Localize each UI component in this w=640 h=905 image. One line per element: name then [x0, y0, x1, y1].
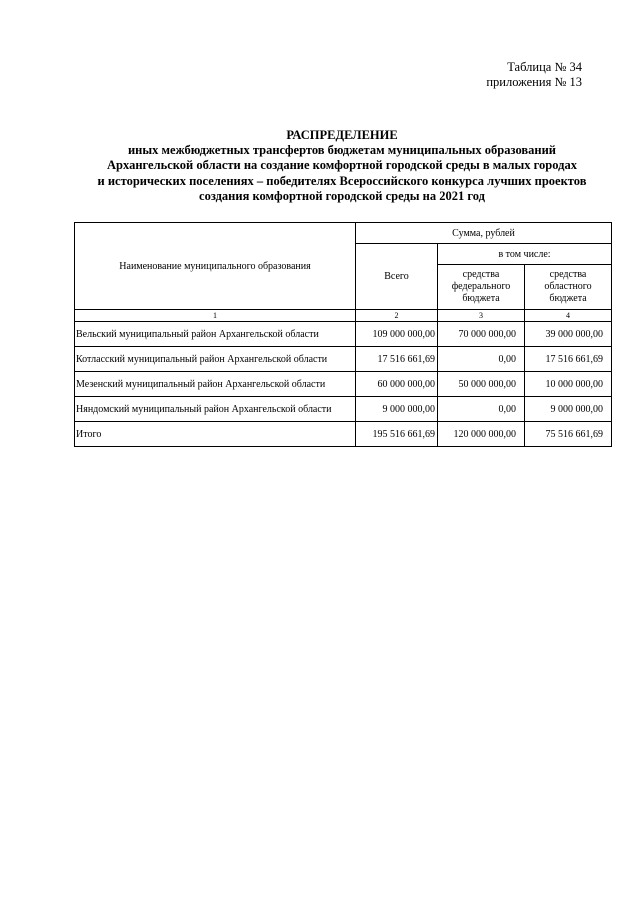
- distribution-table: [74, 222, 612, 447]
- column-number-row: [75, 310, 612, 322]
- header-regional: средства областного бюджета: [525, 265, 612, 310]
- title-line: Архангельской области на создание комфортной городской среды в малых городах: [107, 158, 577, 173]
- title-line: создания комфортной городской среды на 2021 год: [199, 188, 485, 203]
- table-reference: [486, 60, 582, 90]
- municipality-name: Мезенский муниципальный район Архангельской области: [75, 372, 356, 397]
- title-line: иных межбюджетных трансфертов бюджетам муниципальных образований: [127, 143, 557, 158]
- totals-regional-amount: 75 516 661,69: [525, 422, 612, 447]
- table-number: Таблица № 34: [507, 60, 582, 74]
- municipality-name: Котласский муниципальный район Архангельской области: [75, 347, 356, 372]
- total-amount: 109 000 000,00: [356, 322, 438, 347]
- totals-label: Итого: [75, 422, 356, 447]
- total-amount: 17 516 661,69: [356, 347, 438, 372]
- column-number: 1: [75, 310, 356, 322]
- document-title: [74, 128, 610, 204]
- appendix-number: приложения № 13: [486, 75, 582, 89]
- federal-amount: 0,00: [438, 397, 525, 422]
- federal-amount: 0,00: [438, 347, 525, 372]
- header-federal: средства федерального бюджета: [438, 265, 525, 310]
- header-sum: Сумма, рублей: [356, 223, 612, 244]
- totals-total-amount: 195 516 661,69: [356, 422, 438, 447]
- column-number: 2: [356, 310, 438, 322]
- federal-amount: 70 000 000,00: [438, 322, 525, 347]
- regional-amount: 9 000 000,00: [525, 397, 612, 422]
- regional-amount: 39 000 000,00: [525, 322, 612, 347]
- table-row: [75, 322, 612, 347]
- table-row: [75, 397, 612, 422]
- table-row: [75, 347, 612, 372]
- table-row: [75, 372, 612, 397]
- header-including: в том числе:: [438, 244, 612, 265]
- column-number: 4: [525, 310, 612, 322]
- municipality-name: Няндомский муниципальный район Архангельской области: [75, 397, 356, 422]
- header-name: Наименование муниципального образования: [75, 223, 356, 310]
- header-total: Всего: [356, 244, 438, 310]
- municipality-name: Вельский муниципальный район Архангельской области: [75, 322, 356, 347]
- title-line: и исторических поселениях – победителях Всероссийского конкурса лучших проектов: [97, 173, 587, 188]
- totals-federal-amount: 120 000 000,00: [438, 422, 525, 447]
- totals-row: [75, 422, 612, 447]
- regional-amount: 17 516 661,69: [525, 347, 612, 372]
- federal-amount: 50 000 000,00: [438, 372, 525, 397]
- regional-amount: 10 000 000,00: [525, 372, 612, 397]
- column-number: 3: [438, 310, 525, 322]
- total-amount: 9 000 000,00: [356, 397, 438, 422]
- title-heading: РАСПРЕДЕЛЕНИЕ: [286, 128, 398, 142]
- total-amount: 60 000 000,00: [356, 372, 438, 397]
